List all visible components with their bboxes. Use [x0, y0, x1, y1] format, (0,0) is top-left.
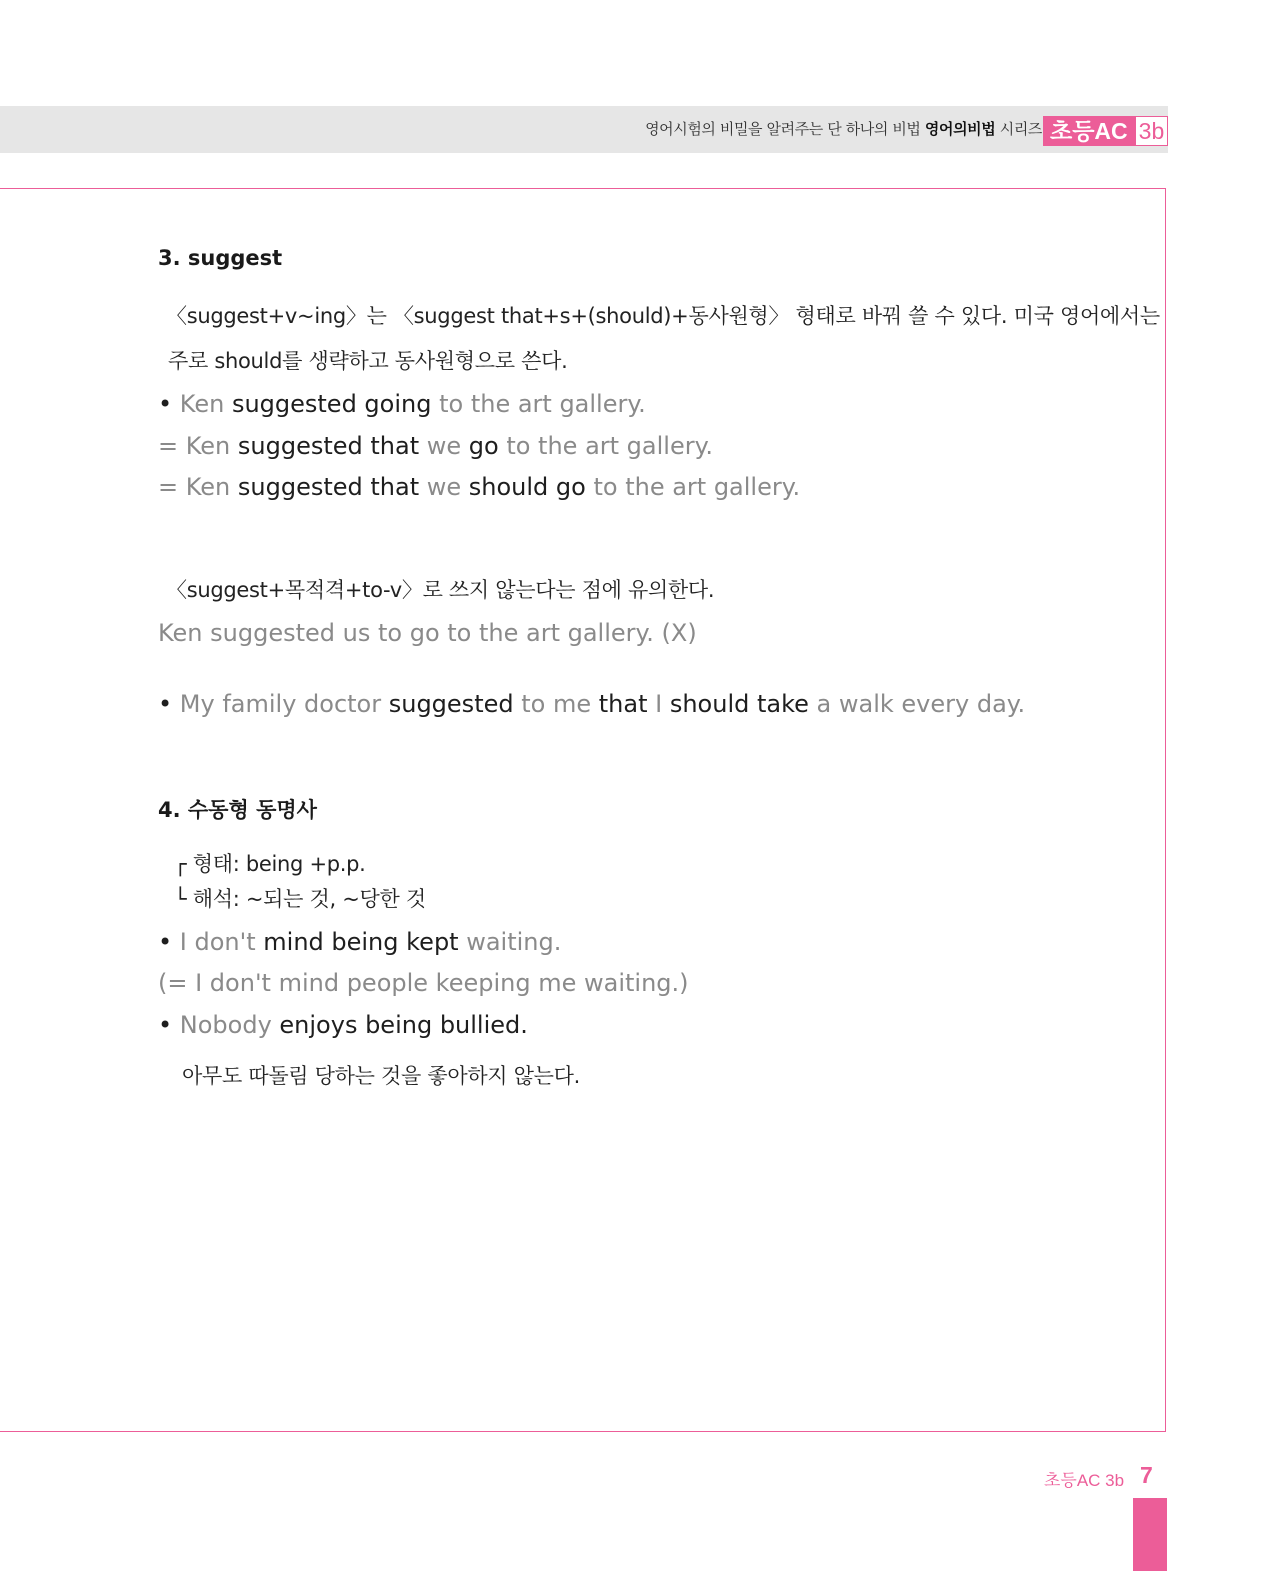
text: My family doctor [172, 690, 389, 718]
badge-sub: 3b [1135, 116, 1169, 146]
text: to me [513, 690, 599, 718]
text: = Ken [158, 473, 238, 501]
badge-main: 초등AC [1043, 116, 1135, 146]
example-5 [158, 928, 561, 956]
section3-note: 〈suggest+목적격+to-v〉로 쓰지 않는다는 점에 유의한다. [166, 578, 715, 602]
tagline-text: 영어시험의 비밀을 알려주는 단 하나의 비법 [645, 120, 925, 138]
key-phrase: should take [669, 690, 809, 718]
text: waiting. [458, 928, 562, 956]
footer-label: 초등AC 3b [1044, 1471, 1125, 1490]
section3-explain-2: 주로 should를 생략하고 동사원형으로 쓴다. [168, 349, 568, 373]
section4-heading: 4. 수동형 동명사 [158, 798, 317, 822]
bullet: • [158, 1011, 173, 1039]
example-1 [158, 390, 646, 418]
text: a walk every day. [808, 690, 1026, 718]
page-tab [1133, 1498, 1167, 1571]
wrong-example: Ken suggested us to go to the art gallery. (X) [158, 619, 697, 647]
example-3 [158, 473, 800, 501]
example-6 [158, 1011, 528, 1039]
example-5-paraphrase: (= I don't mind people keeping me waiting.) [158, 969, 689, 997]
meaning-line: └ 해석: ~되는 것, ~당한 것 [174, 887, 426, 911]
key-phrase: suggested going [231, 390, 432, 418]
key-phrase: should go [468, 473, 586, 501]
text: we [419, 473, 469, 501]
key-phrase: enjoys being bullied. [279, 1011, 528, 1039]
key-phrase: suggested [388, 690, 514, 718]
text: = Ken [158, 432, 238, 460]
key-phrase: suggested that [237, 432, 420, 460]
bullet: • [158, 928, 173, 956]
bullet: • [158, 390, 173, 418]
text: I [647, 690, 670, 718]
text: I don't [172, 928, 264, 956]
series-suffix: 시리즈 [995, 120, 1042, 138]
text: Ken [172, 390, 232, 418]
bullet: • [158, 690, 173, 718]
text: we [419, 432, 469, 460]
text: to the art gallery. [498, 432, 714, 460]
page-number: 7 [1140, 1462, 1153, 1488]
book-badge [1043, 116, 1168, 146]
key-phrase: suggested that [237, 473, 420, 501]
key-phrase: go [468, 432, 499, 460]
text: Nobody [172, 1011, 280, 1039]
text: to the art gallery. [585, 473, 801, 501]
text: to the art gallery. [431, 390, 646, 418]
example-4 [158, 690, 1025, 718]
example-2 [158, 432, 713, 460]
key-phrase: mind being kept [263, 928, 459, 956]
key-phrase: that [598, 690, 648, 718]
section3-heading: 3. suggest [158, 246, 283, 270]
header-tagline [645, 118, 1042, 139]
series-name: 영어의비법 [924, 120, 996, 138]
example-6-translation: 아무도 따돌림 당하는 것을 좋아하지 않는다. [182, 1064, 580, 1088]
form-line: ┌ 형태: being +p.p. [174, 852, 366, 876]
section3-explain-1: 〈suggest+v~ing〉는 〈suggest that+s+(should)+동사원형〉 형태로 바꿔 쓸 수 있다. 미국 영어에서는 [166, 304, 1160, 328]
